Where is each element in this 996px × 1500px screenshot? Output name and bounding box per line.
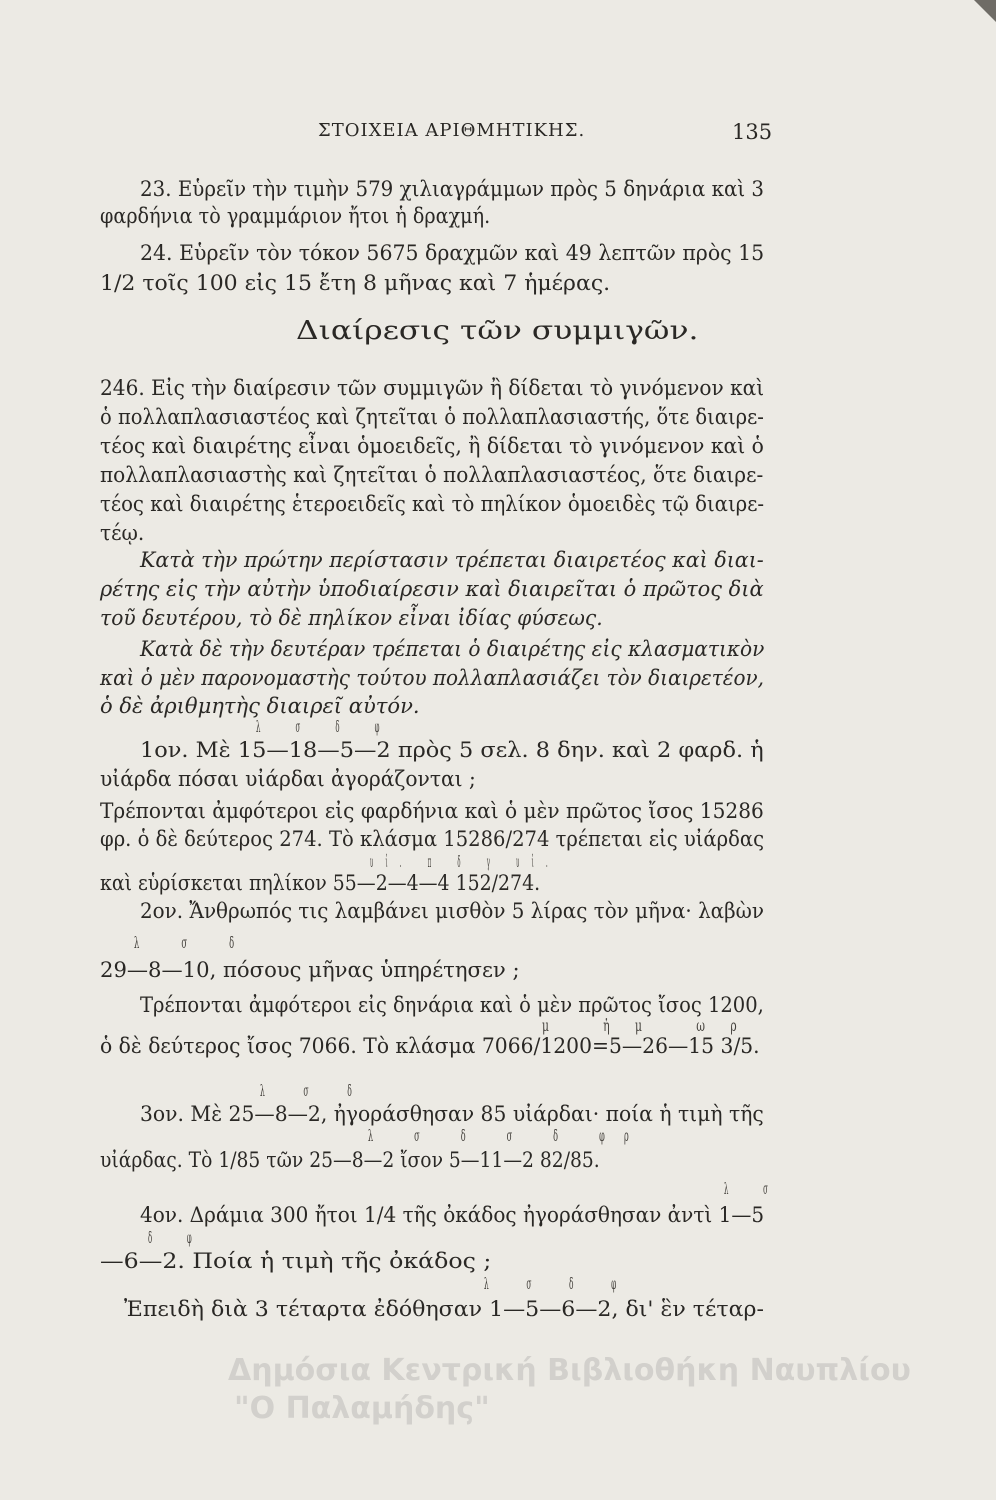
text-line: ρέτης εἰς τὴν αὐτὴν ὑποδιαίρεσιν καὶ διαιρεῖται ὁ πρῶτος διὰ — [100, 577, 764, 601]
text-line: φρ. ὁ δὲ δεύτερος 274. Τὸ κλάσμα 15286/274 τρέπεται εἰς υἰάρδας — [100, 827, 765, 851]
text-line: Τρέπονται ἀμφότεροι εἰς φαρδήνια καὶ ὁ μὲν πρῶτος ἴσος 15286 — [100, 799, 764, 823]
text-line: πολλαπλασιαστὴς καὶ ζητεῖται ὁ πολλαπλασιαστέος, ὅτε διαιρε- — [100, 463, 764, 487]
text-line: τοῦ δευτέρου, τὸ δὲ πηλίκον εἶναι ἰδίας φύσεως. — [100, 606, 603, 630]
text-line: 29—8—10, πόσους μῆνας ὑπηρέτησεν ; — [100, 958, 520, 982]
text-line: Ἐπειδὴ διὰ 3 τέταρτα ἐδόθησαν 1—5—6—2, δι' ἓν τέταρ- — [124, 1297, 764, 1321]
page-corner-shadow — [974, 0, 996, 22]
text-line: υἰ. π δ γ υἰ. — [370, 852, 560, 871]
text-line: Τρέπονται ἀμφότεροι εἰς δηνάρια καὶ ὁ μὲν πρῶτος ἴσος 1200, — [140, 993, 764, 1017]
text-line: 1ον. Μὲ 15—18—5—2 πρὸς 5 σελ. 8 δην. καὶ 2 φαρδ. ἡ — [140, 738, 764, 762]
text-line: δ φ — [148, 1228, 209, 1247]
text-line: 3ον. Μὲ 25—8—2, ἠγοράσθησαν 85 υἰάρδαι· ποία ἡ τιμὴ τῆς — [140, 1102, 764, 1126]
text-line: λ σ δ σ δ φρ — [368, 1126, 648, 1145]
text-line: τέος καὶ διαιρέτης εἶναι ὁμοειδεῖς, ἢ δίδεται τὸ γινόμενον καὶ ὁ — [100, 434, 764, 458]
running-title: ΣΤΟΙΧΕΙΑ ΑΡΙΘΜΗΤΙΚΗΣ. — [318, 120, 586, 141]
text-line: λ σ δ — [134, 933, 254, 952]
text-line: τέῳ. — [100, 521, 145, 545]
text-line: φαρδήνια τὸ γραμμάριον ἤτοι ἡ δραχμή. — [100, 204, 491, 228]
watermark-line: "Ο Παλαμήδης" — [234, 1391, 490, 1426]
text-line: —6—2. Ποία ἡ τιμὴ τῆς ὀκάδος ; — [100, 1249, 492, 1273]
text-line: καὶ ὁ μὲν παρονομαστὴς τούτου πολλαπλασιάζει τὸν διαιρετέον, — [100, 666, 764, 690]
text-line: τέος καὶ διαιρέτης ἑτεροειδεῖς καὶ τὸ πηλίκον ὁμοειδὲς τῷ διαιρε- — [100, 492, 765, 516]
text-line: ὁ δὲ ἀριθμητὴς διαιρεῖ αὐτόν. — [100, 694, 420, 718]
text-line: 4ον. Δράμια 300 ἤτοι 1/4 τῆς ὀκάδος ἠγοράσθησαν ἀντὶ 1—5 — [140, 1203, 765, 1227]
text-line: λ σ δ φ — [484, 1274, 634, 1293]
text-line: υἰάρδα πόσαι υἰάρδαι ἀγοράζονται ; — [100, 767, 476, 791]
text-line: Διαίρεσις τῶν συμμιγῶν. — [296, 316, 699, 346]
text-line: υἰάρδας. Τὸ 1/85 τῶν 25—8—2 ἴσον 5—11—2 82/85. — [100, 1148, 600, 1172]
text-line: 23. Εὑρεῖν τὴν τιμὴν 579 χιλιαγράμμων πρὸς 5 δηνάρια καὶ 3 — [140, 177, 765, 201]
text-line: ὁ πολλαπλασιαστέος καὶ ζητεῖται ὁ πολλαπλασιαστής, ὅτε διαιρε- — [100, 405, 764, 429]
running-header — [0, 120, 996, 150]
text-line: 2ον. Ἄνθρωπός τις λαμβάνει μισθὸν 5 λίρας τὸν μῆνα· λαβὼν — [140, 899, 764, 923]
text-line: λ σ δ φ — [256, 717, 396, 736]
text-line: λ σ δ — [260, 1081, 370, 1100]
text-line: ὁ δὲ δεύτερος ἴσος 7066. Τὸ κλάσμα 7066/1200=5—26—15 3/5. — [100, 1034, 760, 1058]
text-line: μ ἡμ ωρ — [542, 1016, 763, 1035]
text-line: λ σ — [724, 1179, 785, 1198]
text-line: 1/2 τοῖς 100 εἰς 15 ἔτη 8 μῆνας καὶ 7 ἡμέρας. — [100, 271, 611, 295]
page-number: 135 — [732, 120, 773, 144]
library-watermark — [228, 1352, 968, 1428]
text-line: 24. Εὑρεῖν τὸν τόκον 5675 δραχμῶν καὶ 49 λεπτῶν πρὸς 15 — [140, 241, 765, 265]
text-line: Κατὰ τὴν πρώτην περίστασιν τρέπεται διαιρετέος καὶ διαι- — [140, 548, 764, 572]
text-line: 246. Εἰς τὴν διαίρεσιν τῶν συμμιγῶν ἢ δίδεται τὸ γινόμενον καὶ — [100, 376, 765, 400]
text-line: Κατὰ δὲ τὴν δευτέραν τρέπεται ὁ διαιρέτης εἰς κλασματικὸν — [140, 637, 765, 661]
watermark-line: Δημόσια Κεντρική Βιβλιοθήκη Ναυπλίου — [228, 1353, 911, 1388]
text-line: καὶ εὑρίσκεται πηλίκον 55—2—4—4 152/274. — [100, 871, 541, 895]
